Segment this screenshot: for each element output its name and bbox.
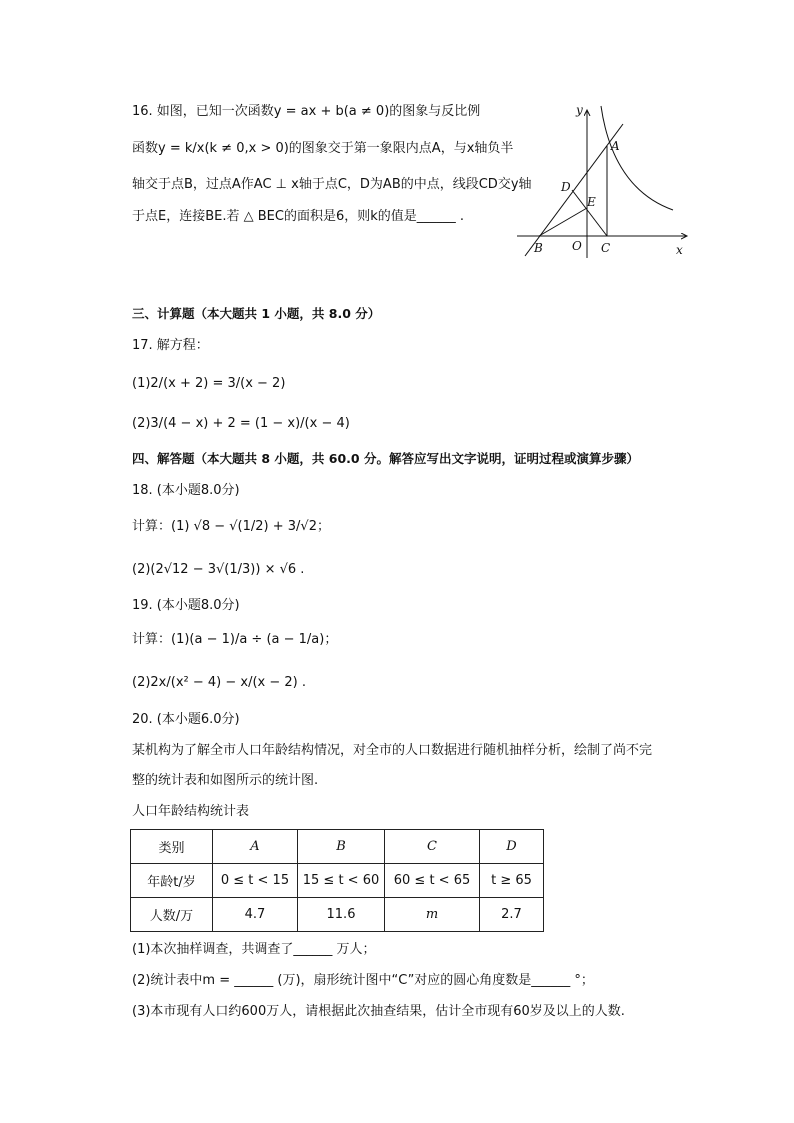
population-age-table bbox=[130, 829, 544, 932]
q16-line-4: 于点E，连接BE.若 △ BEC的面积是6，则k的值是______ . bbox=[132, 209, 465, 224]
label-c: C bbox=[601, 241, 611, 255]
category-a: A bbox=[213, 830, 298, 864]
category-d: D bbox=[480, 830, 544, 864]
q20-table-title: 人口年龄结构统计表 bbox=[132, 804, 250, 819]
row-header-count: 人数/万 bbox=[131, 898, 213, 932]
q18-part-2: (2)(2√12 − 3√(1/3)) × √6 . bbox=[132, 562, 305, 577]
category-b: B bbox=[298, 830, 385, 864]
section-4-heading: 四、解答题（本大题共 8 小题，共 60.0 分。解答应写出文字说明，证明过程或演算步骤） bbox=[132, 451, 639, 466]
q20-sub-3: (3)本市现有人口约600万人，请根据此次抽查结果，估计全市现有60岁及以上的人数. bbox=[132, 1004, 625, 1019]
count-c: m bbox=[385, 898, 480, 932]
age-d: t ≥ 65 bbox=[480, 864, 544, 898]
label-o: O bbox=[572, 239, 582, 253]
label-d: D bbox=[561, 180, 571, 194]
q20-intro-2: 整的统计表和如图所示的统计图. bbox=[132, 773, 319, 788]
label-a: A bbox=[611, 139, 620, 153]
count-d: 2.7 bbox=[480, 898, 544, 932]
section-3-heading: 三、计算题（本大题共 1 小题，共 8.0 分） bbox=[132, 306, 381, 321]
q19-part-2: (2)2x/(x² − 4) − x/(x − 2) . bbox=[132, 675, 306, 690]
hyperbola-curve bbox=[601, 106, 673, 210]
label-e: E bbox=[587, 195, 596, 209]
q17-part-2: (2)3/(4 − x) + 2 = (1 − x)/(x − 4) bbox=[132, 416, 350, 431]
q18-title: 18. (本小题8.0分) bbox=[132, 483, 240, 498]
row-header-category: 类别 bbox=[131, 830, 213, 864]
q16-figure bbox=[515, 98, 700, 263]
table-row bbox=[131, 898, 544, 932]
count-b: 11.6 bbox=[298, 898, 385, 932]
age-a: 0 ≤ t < 15 bbox=[213, 864, 298, 898]
age-b: 15 ≤ t < 60 bbox=[298, 864, 385, 898]
count-a: 4.7 bbox=[213, 898, 298, 932]
q20-sub-1: (1)本次抽样调查，共调查了______ 万人； bbox=[132, 942, 376, 957]
table-row bbox=[131, 830, 544, 864]
q20-sub-2: (2)统计表中m = ______ (万)，扇形统计图中“C”对应的圆心角度数是______ °； bbox=[132, 973, 594, 988]
q19-part-1: 计算：(1)(a − 1)/a ÷ (a − 1/a)； bbox=[132, 632, 338, 647]
label-b: B bbox=[534, 241, 543, 255]
category-c: C bbox=[385, 830, 480, 864]
q17-title: 17. 解方程： bbox=[132, 338, 209, 353]
row-header-age: 年龄t/岁 bbox=[131, 864, 213, 898]
segment-be bbox=[539, 208, 587, 236]
q18-part-1: 计算：(1) √8 − √(1/2) + 3/√2； bbox=[132, 519, 330, 534]
q16-line-1: 16. 如图，已知一次函数y = ax + b(a ≠ 0)的图象与反比例 bbox=[132, 104, 481, 119]
q19-title: 19. (本小题8.0分) bbox=[132, 598, 240, 613]
q16-line-2: 函数y = k/x(k ≠ 0,x > 0)的图象交于第一象限内点A，与x轴负半 bbox=[132, 141, 514, 156]
q20-title: 20. (本小题6.0分) bbox=[132, 712, 240, 727]
label-y: y bbox=[576, 103, 583, 117]
q16-line-3: 轴交于点B，过点A作AC ⊥ x轴于点C，D为AB的中点，线段CD交y轴 bbox=[132, 177, 532, 192]
q17-part-1: (1)2/(x + 2) = 3/(x − 2) bbox=[132, 376, 286, 391]
label-x: x bbox=[676, 243, 683, 257]
age-c: 60 ≤ t < 65 bbox=[385, 864, 480, 898]
table-row bbox=[131, 864, 544, 898]
q20-intro-1: 某机构为了解全市人口年龄结构情况，对全市的人口数据进行随机抽样分析，绘制了尚不完 bbox=[132, 743, 653, 758]
